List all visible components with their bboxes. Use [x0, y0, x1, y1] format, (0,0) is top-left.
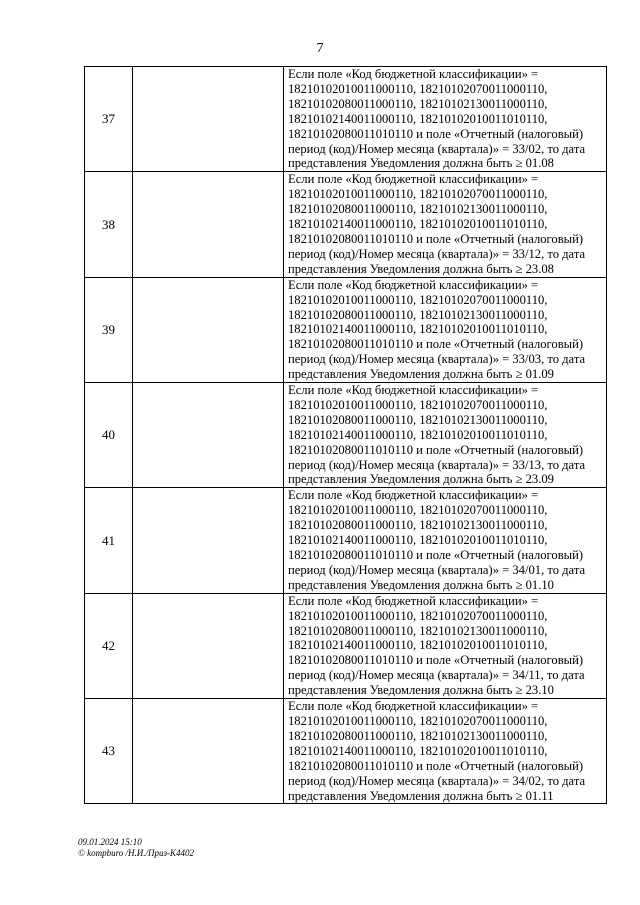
empty-cell [133, 67, 284, 172]
condition-line: 18210102080011010110 и поле «Отчетный (налоговый) [288, 231, 584, 246]
condition-line: представления Уведомления должна быть ≥ 23.10 [288, 683, 554, 698]
footer-timestamp: 09.01.2024 15:10 [78, 837, 142, 847]
condition-line: период (код)/Номер месяца (квартала)» = 34/01, то дата [288, 562, 586, 577]
condition-line: 18210102140011000110, 18210102010011010110, [288, 743, 548, 758]
condition-line: Если поле «Код бюджетной классификации» = [288, 172, 539, 187]
condition-line: 18210102080011010110 и поле «Отчетный (налоговый) [288, 653, 584, 668]
condition-line: Если поле «Код бюджетной классификации» = [288, 67, 539, 81]
condition-line: 18210102080011000110, 18210102130011000110, [288, 412, 548, 427]
condition-line: 18210102140011000110, 18210102010011010110, [288, 533, 548, 548]
condition-line: 18210102140011000110, 18210102010011010110, [288, 427, 548, 442]
condition-line: 18210102080011000110, 18210102130011000110, [288, 518, 548, 533]
table-row [85, 172, 607, 277]
condition-line: представления Уведомления должна быть ≥ 01.10 [288, 577, 554, 592]
condition-line: 18210102080011010110 и поле «Отчетный (налоговый) [288, 758, 584, 773]
condition-text [284, 383, 607, 488]
condition-line: Если поле «Код бюджетной классификации» = [288, 277, 539, 292]
table-row [85, 67, 607, 172]
table-row [85, 383, 607, 488]
row-number: 38 [85, 172, 133, 277]
condition-line: Если поле «Код бюджетной классификации» = [288, 593, 539, 608]
condition-line: представления Уведомления должна быть ≥ 01.08 [288, 156, 554, 171]
empty-cell [133, 383, 284, 488]
condition-line: период (код)/Номер месяца (квартала)» = 33/03, то дата [288, 352, 586, 367]
condition-line: 18210102080011010110 и поле «Отчетный (налоговый) [288, 126, 584, 141]
empty-cell [133, 172, 284, 277]
condition-line: период (код)/Номер месяца (квартала)» = 34/11, то дата [288, 668, 585, 683]
table-row [85, 488, 607, 593]
condition-line: Если поле «Код бюджетной классификации» = [288, 699, 539, 714]
condition-line: 18210102010011000110, 18210102070011000110, [288, 81, 548, 96]
condition-line: Если поле «Код бюджетной классификации» = [288, 488, 539, 503]
condition-line: 18210102010011000110, 18210102070011000110, [288, 503, 548, 518]
condition-line: представления Уведомления должна быть ≥ 01.09 [288, 367, 554, 382]
row-number: 42 [85, 593, 133, 698]
condition-line: 18210102140011000110, 18210102010011010110, [288, 111, 548, 126]
condition-line: 18210102140011000110, 18210102010011010110, [288, 217, 548, 232]
condition-line: период (код)/Номер месяца (квартала)» = 34/02, то дата [288, 773, 586, 788]
row-number: 41 [85, 488, 133, 593]
row-number: 43 [85, 699, 133, 804]
condition-line: период (код)/Номер месяца (квартала)» = 33/02, то дата [288, 141, 586, 156]
condition-line: 18210102010011000110, 18210102070011000110, [288, 608, 548, 623]
condition-line: 18210102010011000110, 18210102070011000110, [288, 187, 548, 202]
condition-line: 18210102080011000110, 18210102130011000110, [288, 728, 548, 743]
condition-line: 18210102010011000110, 18210102070011000110, [288, 713, 548, 728]
row-number: 39 [85, 277, 133, 382]
condition-line: 18210102080011010110 и поле «Отчетный (налоговый) [288, 548, 584, 562]
page-number: 7 [316, 41, 324, 56]
rules-table-body [85, 67, 607, 804]
condition-line: Если поле «Код бюджетной классификации» = [288, 383, 539, 398]
condition-line: период (код)/Номер месяца (квартала)» = 33/13, то дата [288, 457, 586, 472]
condition-line: 18210102080011010110 и поле «Отчетный (налоговый) [288, 337, 584, 352]
condition-text [284, 488, 607, 593]
row-number: 37 [85, 67, 133, 172]
table-row [85, 277, 607, 382]
condition-line: представления Уведомления должна быть ≥ 23.08 [288, 261, 554, 276]
condition-line: 18210102140011000110, 18210102010011010110, [288, 322, 548, 337]
table-row [85, 593, 607, 698]
condition-text [284, 172, 607, 277]
condition-line: 18210102080011000110, 18210102130011000110, [288, 307, 548, 322]
condition-line: 18210102010011000110, 18210102070011000110, [288, 292, 548, 307]
condition-line: 18210102140011000110, 18210102010011010110, [288, 638, 548, 653]
empty-cell [133, 277, 284, 382]
condition-line: период (код)/Номер месяца (квартала)» = 33/12, то дата [288, 246, 586, 261]
empty-cell [133, 593, 284, 698]
empty-cell [133, 488, 284, 593]
condition-line: 18210102080011010110 и поле «Отчетный (налоговый) [288, 442, 584, 457]
document-footer [78, 837, 194, 859]
condition-line: представления Уведомления должна быть ≥ 01.11 [288, 788, 554, 803]
condition-text [284, 699, 607, 804]
condition-line: 18210102080011000110, 18210102130011000110, [288, 202, 548, 217]
condition-line: 18210102080011000110, 18210102130011000110, [288, 96, 548, 111]
condition-line: 18210102010011000110, 18210102070011000110, [288, 397, 548, 412]
condition-line: 18210102080011000110, 18210102130011000110, [288, 623, 548, 638]
row-number: 40 [85, 383, 133, 488]
condition-text [284, 67, 607, 172]
condition-text [284, 277, 607, 382]
empty-cell [133, 699, 284, 804]
condition-text [284, 593, 607, 698]
condition-line: представления Уведомления должна быть ≥ 23.09 [288, 472, 554, 487]
rules-table [84, 66, 607, 804]
footer-signature: © kompburo /Н.И./Приз-К4402 [78, 848, 194, 858]
table-row [85, 699, 607, 804]
